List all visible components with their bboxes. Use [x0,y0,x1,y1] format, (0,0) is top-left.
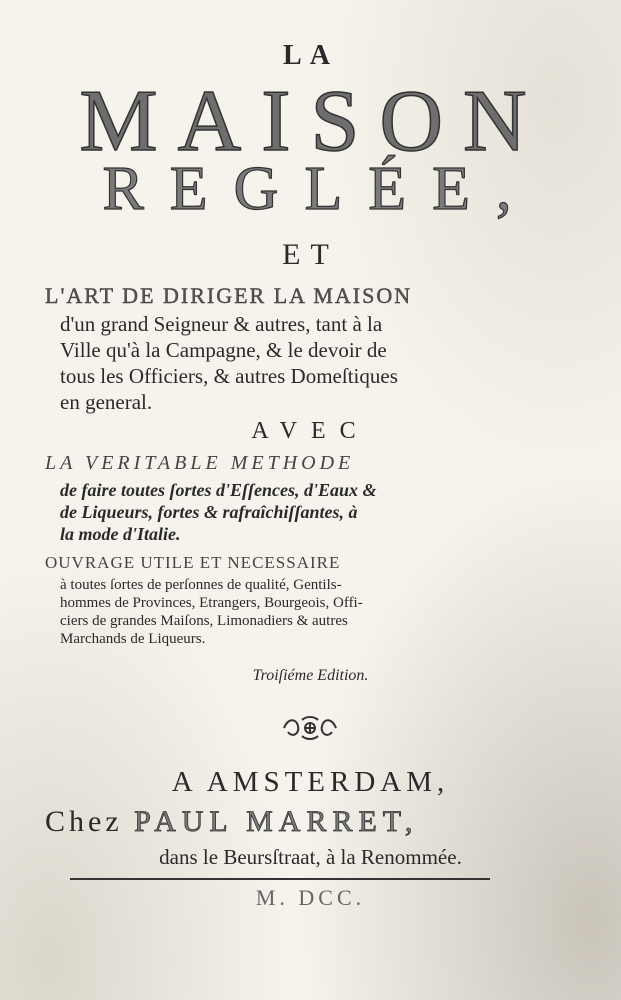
description-line: Ville qu'à la Campagne, & le devoir de [60,338,387,362]
imprint-chez: Chez [45,805,123,838]
printers-ornament-icon [280,714,340,742]
imprint-address: dans le Beursſtraat, à la Renommée. [159,845,462,869]
imprint-publisher-line [45,805,585,839]
subtitle-heading: L'ART DE DIRIGER LA MAISON [45,283,413,308]
avec-heading: AVEC [251,418,370,444]
audience-line: hommes de Provinces, Etrangers, Bourgeois, Offi- [60,595,363,611]
description-line: d'un grand Seigneur & autres, tant à la [60,312,383,336]
imprint-publisher: PAUL MARRET, [134,805,419,838]
title-maison: MAISON [79,73,547,170]
method-heading: LA VERITABLE METHODE [45,452,355,474]
title-article: LA [283,40,338,71]
edition-note: Troiſiéme Edition. [252,667,369,684]
audience-line: ciers de grandes Maiſons, Limonadiers & autres [60,613,348,629]
description-line: tous les Officiers, & autres Domeſtiques [60,364,398,388]
method-line: de faire toutes ſortes d'Eſſences, d'Eaux & [60,480,377,500]
ouvrage-heading: OUVRAGE UTILE ET NECESSAIRE [45,553,341,572]
description-line: en general. [60,390,153,414]
imprint-city: A AMSTERDAM, [171,766,450,798]
audience-line: Marchands de Liqueurs. [60,631,206,647]
imprint-rule [70,878,490,880]
title-reglee: REGLÉE, [102,155,538,223]
title-conjunction: ET [282,238,339,271]
method-line: de Liqueurs, fortes & rafraîchiſſantes, à [60,502,358,522]
audience-line: à toutes ſortes de perſonnes de qualité, Gentils- [60,577,342,593]
imprint-year: M. DCC. [255,885,366,910]
method-line: la mode d'Italie. [60,524,181,544]
